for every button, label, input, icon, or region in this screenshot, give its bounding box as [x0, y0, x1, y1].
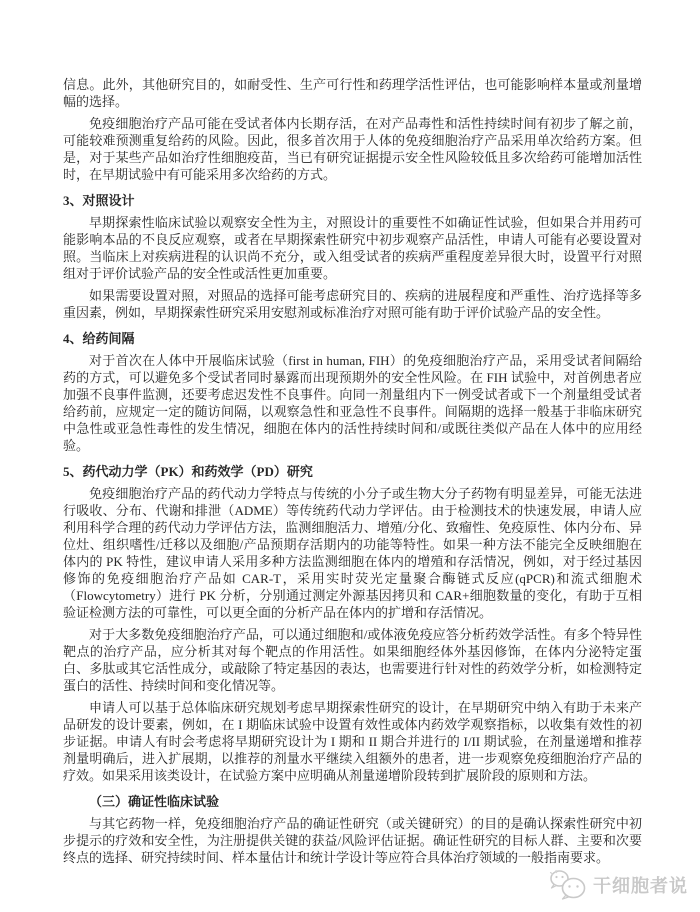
- paragraph-fih-interval: 对于首次在人体中开展临床试验（first in human, FIH）的免疫细胞治疗产品，采用受试者间隔给药的方式，可以避免多个受试者同时暴露而出现预期外的安全性风险。在 FIH 试验中，对首例患者应加强不良事件监测，还要考虑迟发性不良事件。向同一剂量组内下一例受试者或下一个剂量组受试者给药前，应规定一定的随访间隔，以观察急性和亚急性不良事件。间隔期的选择一般基于非临床研究中急性或亚急性毒性的发生情况，细胞在体内的活性持续时间和/或既往类似产品在人体中的应用经验。: [63, 353, 642, 453]
- paragraph-continuation: 信息。此外，其他研究目的，如耐受性、生产可行性和药理学活性评估，也可能影响样本量或剂量增幅的选择。: [63, 77, 642, 109]
- paragraph-pd-analysis: 对于大多数免疫细胞治疗产品，可以通过细胞和/或体液免疫应答分析药效学活性。有多个特异性靶点的治疗产品，应分析其对每个靶点的作用活性。如果细胞经体外基因修饰，在体内分泌特定蛋白、多肽或其它活性成分，或敲除了特定基因的表达，也需要进行针对性的药效学分析，如检测特定蛋白的活性、持续时间和变化情况等。: [63, 627, 642, 693]
- paragraph-control-selection: 如果需要设置对照，对照品的选择可能考虑研究目的、疾病的进展程度和严重性、治疗选择等多重因素，例如，早期探索性研究采用安慰剂或标准治疗对照可能有助于评价试验产品的安全性。: [63, 288, 642, 320]
- paragraph-repeat-dosing: 免疫细胞治疗产品可能在受试者体内长期存活，在对产品毒性和活性持续时间有初步了解之前，可能较难预测重复给药的风险。因此，很多首次用于人体的免疫细胞治疗产品采用单次给药方案。但是，对于某些产品如治疗性细胞疫苗，当已有研究证据提示安全性风险较低且多次给药可能增加活性时，在早期试验中有可能采用多次给药的方式。: [63, 116, 642, 182]
- paragraph-control-importance: 早期探索性临床试验以观察安全性为主，对照设计的重要性不如确证性试验，但如果合并用药可能影响本品的不良反应观察，或者在早期探索性研究中初步观察产品活性，申请人可能有必要设置对照。当临床上对疾病进程的认识尚不充分，或入组受试者的疾病严重程度差异很大时，设置平行对照组对于评价试验产品的安全性或活性更加重要。: [63, 215, 642, 281]
- section-heading-control-design: 3、对照设计: [63, 193, 135, 208]
- paragraph-confirmatory-purpose: 与其它药物一样，免疫细胞治疗产品的确证性研究（或关键研究）的目的是确认探索性研究中初步提示的疗效和安全性，为注册提供关键的获益/风险评估证据。确证性研究的目标人群、主要和次要终点的选择、研究持续时间、样本量估计和统计学设计等应符合具体治疗领域的一般指南要求。: [63, 816, 642, 865]
- section-heading-dosing-interval: 4、给药间隔: [63, 331, 135, 346]
- watermark-label: 干细胞者说: [593, 876, 688, 896]
- paragraph-early-study-design: 申请人可以基于总体临床研究规划考虑早期探索性研究的设计，在早期研究中纳入有助于未来产品研发的设计要素，例如，在 I 期临床试验中设置有效性或体内药效学观察指标，以收集有效性的初步证据。申请人有时会考虑将早期研究设计为 I 期和 II 期合并进行的 I/II 期试验，在剂量递增和推荐剂量明确后，进入扩展期，以推荐的剂量水平继续入组额外的患者，进一步观察免疫细胞治疗产品的疗效。如果采用该类设计，在试验方案中应明确从剂量递增阶段转到扩展阶段的原则和方法。: [63, 700, 642, 783]
- section-heading-pk-pd: 5、药代动力学（PK）和药效学（PD）研究: [63, 464, 313, 479]
- section-heading-confirmatory-trial: （三）确证性临床试验: [89, 794, 220, 809]
- wechat-icon: [548, 869, 588, 901]
- watermark: [548, 869, 688, 901]
- document-body: [63, 71, 642, 871]
- paragraph-pk-methods: 免疫细胞治疗产品的药代动力学特点与传统的小分子或生物大分子药物有明显差异，可能无法进行吸收、分布、代谢和排泄（ADME）等传统药代动力学评估。由于检测技术的快速发展，申请人应利用科学合理的药代动力学评估方法，监测细胞活力、增殖/分化、致瘤性、免疫原性、体内分布、异位灶、组织嗜性/迁移以及细胞/产品预期存活期内的功能等特性。如果一种方法不能完全反映细胞在体内的 PK 特性，建议申请人采用多种方法监测细胞在体内的增殖和存活情况，例如，对于经过基因修饰的免疫细胞治疗产品如 CAR-T，采用实时荧光定量聚合酶链式反应(qPCR)和流式细胞术（Flowcytometry）进行 PK 分析，分别通过测定外源基因拷贝和 CAR+细胞数量的变化，有助于互相验证检测方法的可靠性，可以更全面的分析产品在体内的扩增和存活情况。: [63, 486, 642, 620]
